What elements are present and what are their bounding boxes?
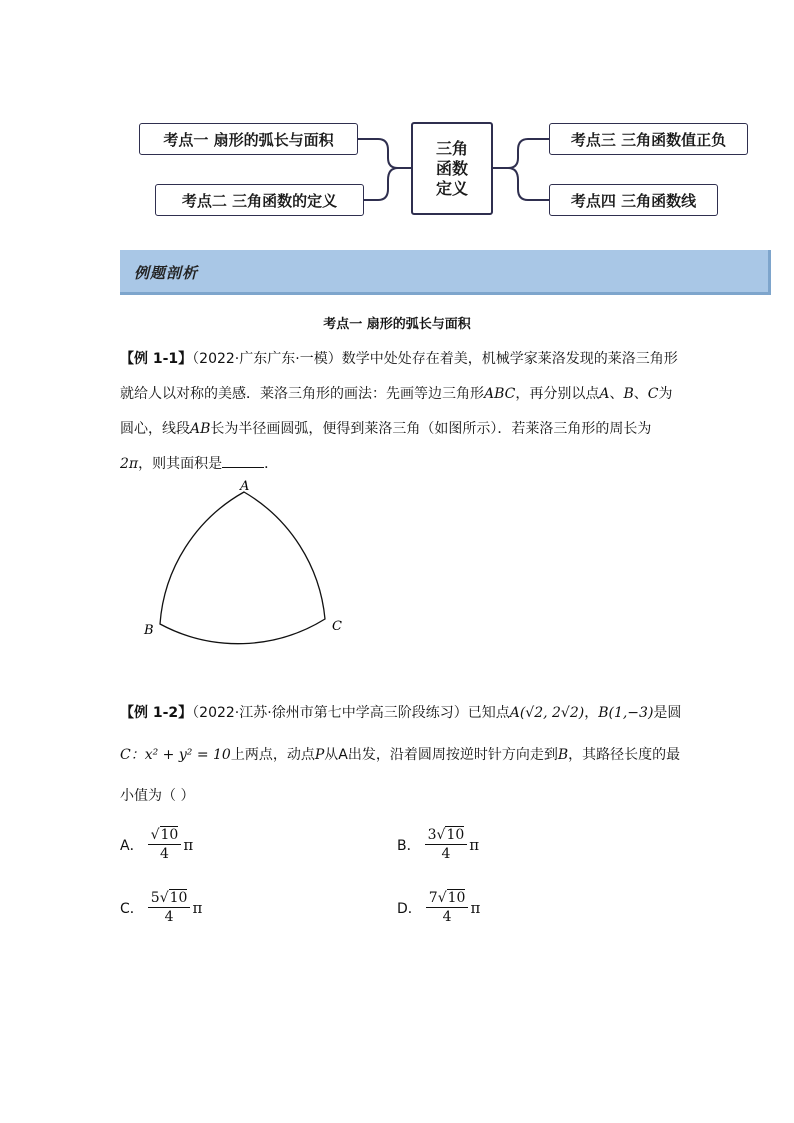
center-concept-box [411, 122, 493, 215]
reuleaux-triangle-figure [136, 478, 356, 648]
circle-equation: C：x² + y² = 10 [120, 747, 231, 763]
example-1-2-line-3: 小值为（ ） [120, 788, 195, 804]
topic-4-label: 考点四 三角函数线 [570, 191, 697, 210]
option-a-fraction: $\frac{√10}{4}$ [148, 826, 182, 863]
example-1-2-line-2: C：x² + y² = 10上两点，动点P从A出发，沿着圆周按逆时针方向走到B，其路径长度的最 [120, 747, 681, 763]
vertex-label-a: A [240, 479, 250, 494]
vertex-label-b: B [144, 623, 154, 638]
topic-box-1 [139, 123, 358, 155]
option-b-fraction: $\frac{3√10}{4}$ [425, 826, 468, 863]
topic-1-label: 考点一 扇形的弧长与面积 [163, 130, 334, 149]
example-1-2-line-1: 【例 1-2】（2022·江苏·徐州市第七中学高三阶段练习）已知点A(√2, 2√2)，B(1,−3)是圆 [120, 705, 682, 721]
option-b[interactable]: B． $\frac{3√10}{4}$ π [397, 827, 480, 862]
point-b: B(1,−3) [598, 705, 654, 721]
reuleaux-curve [160, 492, 325, 644]
option-d-fraction: $\frac{7√10}{4}$ [426, 889, 469, 926]
center-line-1: 三角 [435, 138, 468, 158]
perimeter-value: 2π [120, 456, 139, 472]
subsection-title: 考点一 扇形的弧长与面积 [323, 317, 471, 332]
section-title: 例题剖析 [134, 264, 199, 282]
point-a: A(√2, 2√2) [509, 705, 585, 721]
option-a[interactable]: A． $\frac{√10}{4}$ π [120, 827, 194, 862]
section-header [120, 250, 771, 295]
option-c[interactable]: C． $\frac{5√10}{4}$ π [120, 890, 203, 925]
topic-box-4 [549, 184, 718, 216]
vertex-label-c: C [332, 619, 342, 634]
topic-box-2 [155, 184, 364, 216]
option-c-fraction: $\frac{5√10}{4}$ [148, 889, 191, 926]
center-line-2: 函数 [435, 158, 468, 178]
example-1-1-tag: 【例 1-1】 [120, 351, 193, 367]
topic-3-label: 考点三 三角函数值正负 [570, 130, 727, 149]
topic-2-label: 考点二 三角函数的定义 [181, 191, 338, 210]
answer-blank [222, 455, 264, 468]
example-1-1-text: 【例 1-1】（2022·广东广东·一模）数学中处处存在着美，机械学家莱洛发现的莱洛三角形就给人以对称的美感．莱洛三角形的画法：先画等边三角形ABC，再分别以点A、B、C为圆心，线段AB长为半径画圆弧，便得到莱洛三角（如图所示）．若莱洛三角形的周长为2π，则其面积是 ． [120, 351, 678, 472]
topic-box-3 [549, 123, 748, 155]
example-1-2-tag: 【例 1-2】 [120, 705, 193, 721]
option-d[interactable]: D． $\frac{7√10}{4}$ π [397, 890, 481, 925]
center-line-3: 定义 [435, 178, 468, 198]
